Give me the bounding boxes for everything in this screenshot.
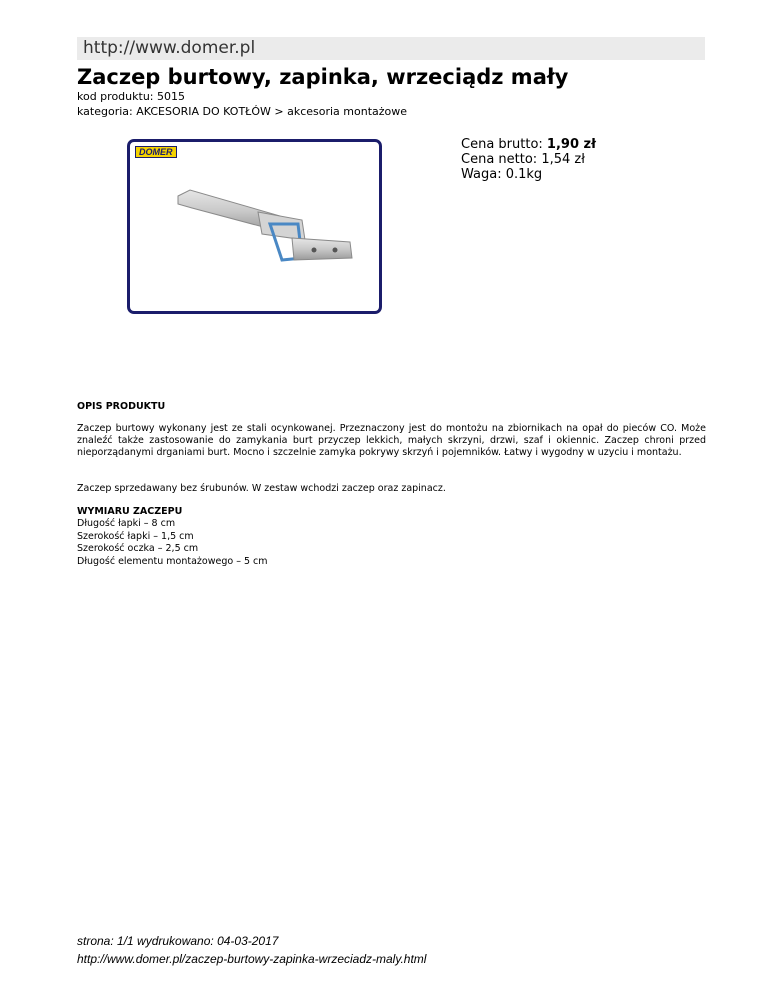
gross-price-row: [461, 137, 596, 152]
print-info: strona: 1/1 wydrukowano: 04-03-2017: [77, 934, 279, 948]
product-code: kod produktu: 5015: [77, 90, 185, 103]
gross-price-label: Cena brutto:: [461, 137, 543, 152]
weight-label: Waga:: [461, 167, 502, 182]
dimension-item: Długość łapki – 8 cm: [77, 518, 176, 529]
page-url-footer: [77, 952, 426, 967]
net-price-value: 1,54 zł: [541, 152, 585, 167]
dimension-item: Szerokość łapki – 1,5 cm: [77, 530, 194, 542]
page-url-link[interactable]: http://www.domer.pl/zaczep-burtowy-zapinka-wrzeciadz-maly.html: [77, 952, 427, 966]
product-title: Zaczep burtowy, zapinka, wrzeciądz mały: [77, 65, 569, 89]
net-price-row: [461, 152, 596, 167]
product-image: [127, 139, 382, 314]
gross-price-value: 1,90 zł: [546, 137, 596, 152]
dimensions-heading: WYMIARU ZACZEPU: [77, 506, 183, 517]
latch-illustration: [130, 142, 379, 311]
weight-row: [461, 167, 596, 182]
brand-logo: DOMER: [135, 146, 177, 158]
dimensions-list: [77, 518, 268, 568]
description-paragraph: Zaczep sprzedawany bez śrubunów. W zestaw wchodzi zaczep oraz zapinacz.: [77, 483, 446, 494]
net-price-label: Cena netto:: [461, 152, 538, 167]
product-category: kategoria: AKCESORIA DO KOTŁÓW > akcesoria montażowe: [77, 105, 408, 118]
description-heading: OPIS PRODUKTU: [77, 401, 166, 412]
dimension-item: Długość elementu montażowego – 5 cm: [77, 555, 268, 567]
price-block: [461, 137, 596, 182]
weight-value: 0.1kg: [505, 167, 543, 182]
dimension-item: Szerokość oczka – 2,5 cm: [77, 543, 199, 554]
description-paragraph: Zaczep burtowy wykonany jest ze stali ocynkowanej. Przeznaczony jest do montożu na zbiornikach na opał do pieców CO. Może znaleźć także zastosowanie do zamykania burt przyczep lekkich, małych skrzyni, drzwi, szaf i okiennic. Zaczep chroni przed nieporządanymi drganiami burt. Mocno i szczelnie zamyka pokrywy skrzyń i pojemników. Łatwy i wygodny w uzyciu i montażu.: [77, 423, 706, 458]
site-url-header[interactable]: http://www.domer.pl: [77, 37, 705, 60]
